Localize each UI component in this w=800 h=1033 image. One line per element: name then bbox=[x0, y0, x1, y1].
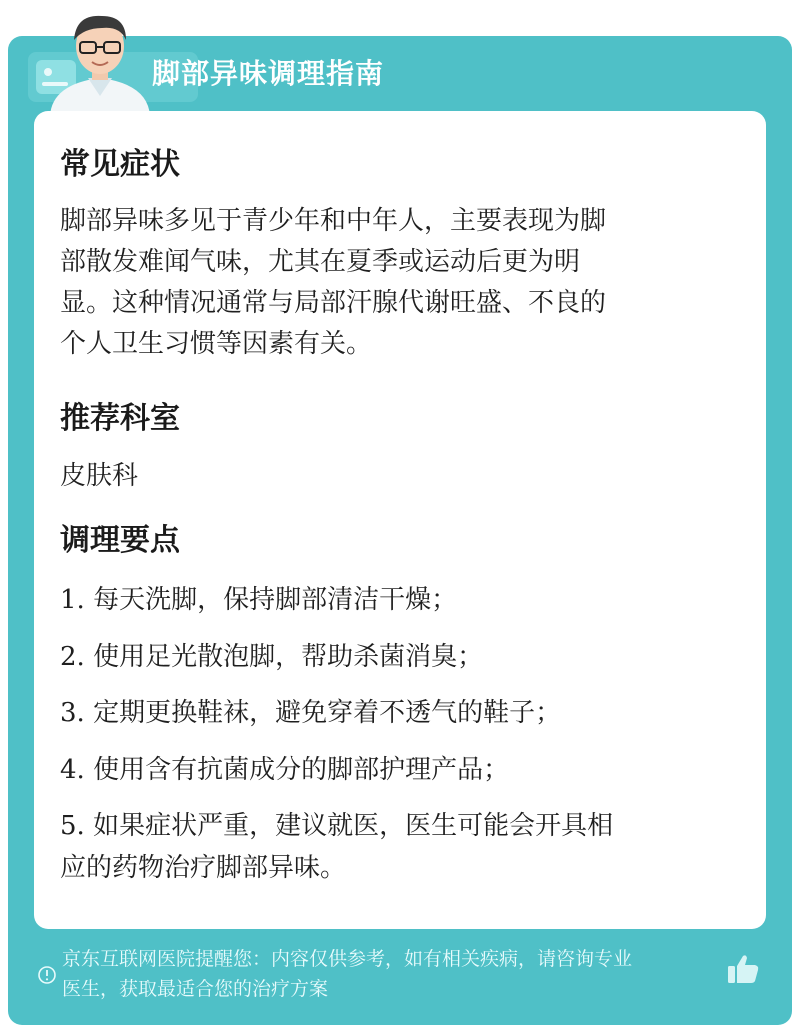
symptoms-text bbox=[60, 201, 740, 365]
symptoms-line: 显。这种情况通常与局部汗腺代谢旺盛、不良的 bbox=[60, 288, 607, 318]
symptoms-heading: 常见症状 bbox=[60, 147, 180, 182]
symptoms-line: 部散发难闻气味，尤其在夏季或运动后更为明 bbox=[60, 247, 581, 277]
list-item: 5. 如果症状严重，建议就医，医生可能会开具相 应的药物治疗脚部异味。 bbox=[60, 811, 614, 883]
department-value: 皮肤科 bbox=[60, 461, 139, 491]
department-heading: 推荐科室 bbox=[60, 401, 180, 436]
list-item: 3. 定期更换鞋袜，避免穿着不透气的鞋子； bbox=[60, 698, 562, 728]
doctor-avatar-icon bbox=[40, 6, 160, 116]
disclaimer: 京东互联网医院提醒您：内容仅供参考，如有相关疾病，请咨询专业 医生，获取最适合您的治疗方案 bbox=[62, 948, 633, 1000]
care-heading: 调理要点 bbox=[60, 523, 180, 558]
list-item: 4. 使用含有抗菌成分的脚部护理产品； bbox=[60, 755, 510, 785]
list-item: 2. 使用足光散泡脚，帮助杀菌消臭； bbox=[60, 642, 484, 672]
page-title: 脚部异味调理指南 bbox=[152, 57, 385, 90]
symptoms-line: 个人卫生习惯等因素有关。 bbox=[60, 329, 373, 359]
info-icon bbox=[37, 965, 57, 985]
symptoms-line: 脚部异味多见于青少年和中年人，主要表现为脚 bbox=[60, 206, 607, 236]
thumbs-up-icon[interactable] bbox=[726, 952, 760, 986]
list-item: 1. 每天洗脚，保持脚部清洁干燥； bbox=[60, 585, 458, 615]
content-card bbox=[34, 111, 766, 929]
